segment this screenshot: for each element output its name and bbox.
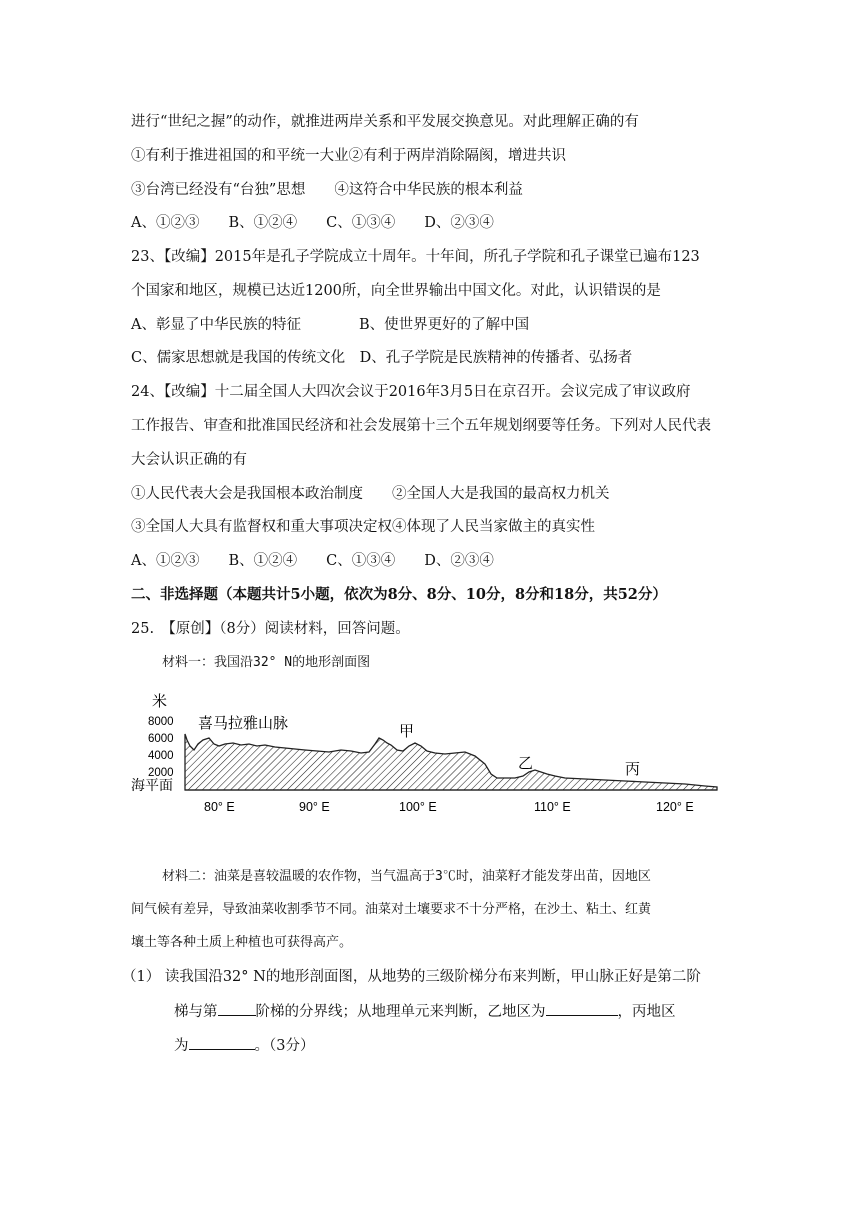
answer-blank[interactable]	[546, 1001, 618, 1016]
fill-text: 阶梯的分界线；从地理单元来判断，乙地区为	[255, 1004, 546, 1020]
material-one-caption: 材料一：我国沿32° N的地形剖面图	[162, 655, 371, 670]
x-tick-label: 80° E	[204, 800, 235, 814]
x-tick-label: 100° E	[399, 800, 437, 814]
option-line: ①有利于推进祖国的和平统一大业②有利于两岸消除隔阂，增进共识	[131, 148, 566, 164]
text-line: 进行“世纪之握”的动作，就推进两岸关系和平发展交换意见。对此理解正确的有	[131, 114, 639, 130]
x-tick-label: 110° E	[534, 800, 571, 814]
question-23: 23、【改编】2015年是孔子学院成立十周年。十年间，所孔子学院和孔子课堂已遍布123	[131, 249, 700, 265]
answer-blank[interactable]	[189, 1035, 255, 1050]
sea-level-label: 海平面	[131, 777, 173, 793]
answer-choices: A、①②③ B、①②④ C、①③④ D、②③④	[131, 215, 494, 231]
fill-in-line	[174, 1001, 676, 1022]
question-25: 25. 【原创】（8分）阅读材料，回答问题。	[131, 621, 410, 637]
label-bing: 丙	[625, 761, 641, 778]
fill-in-line	[174, 1035, 314, 1056]
fill-text: 。（3分）	[254, 1038, 315, 1054]
terrain-profile-figure	[125, 690, 725, 820]
himalaya-label: 喜马拉雅山脉	[198, 715, 289, 732]
option-line: ①人民代表大会是我国根本政治制度 ②全国人大是我国的最高权力机关	[131, 486, 610, 502]
option-line: ③全国人大具有监督权和重大事项决定权④体现了人民当家做主的真实性	[131, 519, 595, 535]
question-text: 个国家和地区，规模已达近1200所，向全世界输出中国文化。对此，认识错误的是	[131, 283, 661, 299]
material-two: 材料二：油菜是喜较温暖的农作物，当气温高于3℃时，油菜籽才能发芽出苗，因地区	[162, 869, 651, 884]
question-24: 24、【改编】十二届全国人大四次会议于2016年3月5日在京召开。会议完成了审议政府	[131, 384, 691, 400]
answer-choices: A、①②③ B、①②④ C、①③④ D、②③④	[131, 553, 494, 569]
fill-text: ，丙地区	[617, 1004, 676, 1020]
x-tick-label: 90° E	[299, 800, 330, 814]
material-two-cont: 间气候有差异，导致油菜收割季节不同。油菜对土壤要求不十分严格，在沙土、粘土、红黄	[131, 902, 652, 917]
y-tick-label: 4000	[148, 750, 174, 762]
option-line: ③台湾已经没有“台独”思想 ④这符合中华民族的根本利益	[131, 182, 523, 198]
answer-choices: A、彰显了中华民族的特征 B、使世界更好的了解中国	[131, 317, 530, 333]
x-tick-label: 120° E	[656, 800, 694, 814]
answer-blank[interactable]	[218, 1001, 256, 1016]
label-jia: 甲	[399, 723, 415, 740]
subquestion-1: （1） 读我国沿32° N的地形剖面图，从地势的三级阶梯分布来判断，甲山脉正好是第二阶	[122, 969, 701, 985]
y-tick-label: 2000	[148, 767, 174, 779]
y-tick-label: 6000	[148, 733, 174, 745]
label-yi: 乙	[518, 755, 534, 772]
question-text: 工作报告、审查和批准国民经济和社会发展第十三个五年规划纲要等任务。下列对人民代表	[131, 418, 711, 434]
answer-choices: C、儒家思想就是我国的传统文化 D、孔子学院是民族精神的传播者、弘扬者	[131, 350, 633, 366]
material-two-cont: 壤土等各种土质上种植也可获得高产。	[131, 935, 353, 950]
y-tick-label: 8000	[148, 716, 174, 728]
fill-text: 为	[174, 1038, 189, 1054]
question-text: 大会认识正确的有	[131, 452, 247, 468]
section-heading: 二、非选择题（本题共计5小题，依次为8分、8分、10分，8分和18分，共52分）	[131, 586, 667, 603]
fill-text: 梯与第	[174, 1004, 218, 1020]
axis-unit-label: 米	[152, 693, 168, 710]
